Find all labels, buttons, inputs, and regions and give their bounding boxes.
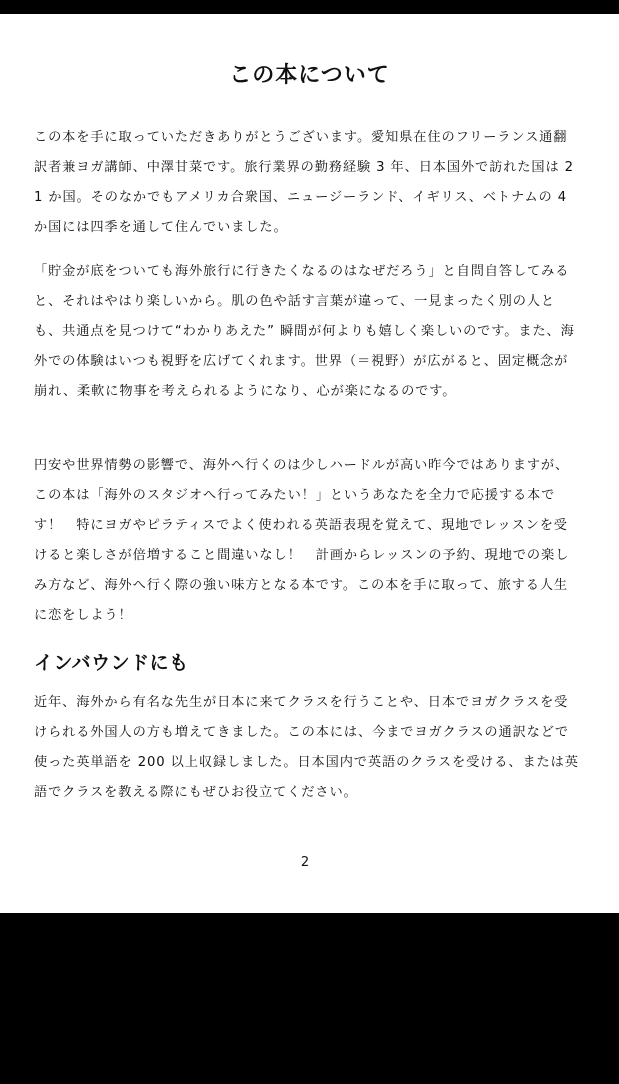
purpose-paragraph: 円安や世界情勢の影響で、海外へ行くのは少しハードルが高い昨今ではありますが、この本は「海外のスタジオへ行ってみたい！」というあなたを全力で応援する本です！ 特にヨガやピラティスでよく使われる英語表現を覚えて、現地でレッスンを受けると楽しさが倍増すること間違いなし！ 計画からレッスンの予約、現地での楽しみ方など、海外へ行く際の強い味方となる本です。この本を手に取って、旅する人生に恋をしよう！ bbox=[34, 458, 570, 623]
page-number: 2 bbox=[300, 855, 310, 870]
empty-viewer-area bbox=[0, 913, 619, 1084]
intro-paragraph: この本を手に取っていただきありがとうございます。愛知県在住のフリーランス通翻訳者兼ヨガ講師、中澤甘菜です。旅行業界の勤務経験 3 年、日本国外で訪れた国は 21 か国。そのなかでもアメリカ合衆国、ニュージーランド、イギリス、ベトナムの 4 か国には四季を通して住んでいました。 bbox=[34, 130, 574, 235]
section-paragraph: 近年、海外から有名な先生が日本に来てクラスを行うことや、日本でヨガクラスを受けられる外国人の方も増えてきました。この本には、今までヨガクラスの通訳などで使った英単語を 200 以上収録しました。日本国内で英語のクラスを受ける、または英語でクラスを教える際にもぜひお役立てください。 bbox=[34, 695, 579, 800]
document-page bbox=[0, 14, 619, 913]
section-heading: インバウンドにも bbox=[34, 652, 189, 674]
status-bar bbox=[0, 0, 619, 14]
page-title: この本について bbox=[229, 63, 390, 88]
motivation-paragraph: 「貯金が底をついても海外旅行に行きたくなるのはなぜだろう」と自問自答してみると、それはやはり楽しいから。肌の色や話す言葉が違って、一見まったく別の人とも、共通点を見つけて“わかりあえた” 瞬間が何よりも嬉しく楽しいのです。また、海外での体験はいつも視野を広げてくれます。世界（＝視野）が広がると、固定概念が崩れ、柔軟に物事を考えられるようになり、心が楽になるのです。 bbox=[34, 264, 575, 399]
